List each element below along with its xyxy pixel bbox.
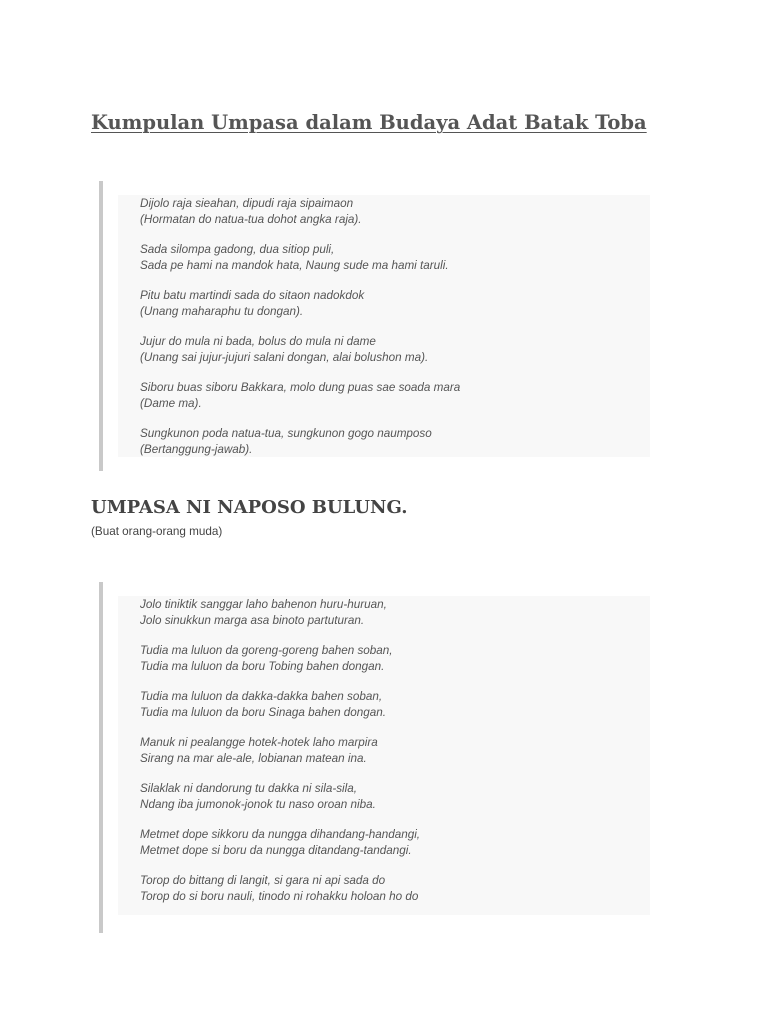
verse-line: (Unang maharaphu tu dongan).	[140, 304, 304, 318]
umpasa-quote-block	[99, 181, 650, 471]
verse-line: Manuk ni pealangge hotek-hotek laho marpira	[140, 736, 378, 749]
verse	[140, 781, 376, 812]
verse-line: Metmet dope si boru da nungga ditandang-tandangi.	[140, 843, 412, 857]
section-heading: UMPASA NI NAPOSO BULUNG.	[91, 497, 408, 518]
verse	[140, 288, 364, 319]
verse-line: Sirang na mar ale-ale, lobianan matean ina.	[140, 751, 367, 765]
verse-line: Jolo tiniktik sanggar laho bahenon huru-huruan,	[140, 598, 387, 611]
verse	[140, 643, 393, 674]
verse-line: Tudia ma luluon da boru Tobing bahen dongan.	[140, 659, 385, 673]
verse-line: Silaklak ni dandorung tu dakka ni sila-sila,	[140, 782, 357, 795]
verse	[140, 689, 386, 720]
verse-line: Siboru buas siboru Bakkara, molo dung puas sae soada mara	[140, 381, 461, 394]
verse	[140, 380, 460, 411]
verse	[140, 242, 449, 273]
verse-line: Ndang iba jumonok-jonok tu naso oroan niba.	[140, 797, 376, 811]
section-subtitle: (Buat orang-orang muda)	[91, 525, 223, 538]
verse-line: Dijolo raja sieahan, dipudi raja sipaimaon	[140, 197, 354, 210]
verse-line: Torop do si boru nauli, tinodo ni rohakku holoan ho do	[140, 889, 419, 903]
page-title: Kumpulan Umpasa dalam Budaya Adat Batak Toba	[91, 111, 647, 134]
verse-line: (Unang sai jujur-jujuri salani dongan, alai bolushon ma).	[140, 350, 429, 364]
verse-line: Sada pe hami na mandok hata, Naung sude ma hami taruli.	[140, 258, 449, 272]
verse-line: Metmet dope sikkoru da nungga dihandang-handangi,	[140, 828, 421, 841]
quote-left-border	[99, 582, 103, 933]
verse	[140, 426, 432, 457]
verse-line: Pitu batu martindi sada do sitaon nadokdok	[140, 289, 365, 302]
verse-line: Tudia ma luluon da goreng-goreng bahen soban,	[140, 644, 393, 657]
verse-line: (Dame ma).	[140, 396, 202, 410]
verse-line: Jujur do mula ni bada, bolus do mula ni dame	[140, 335, 376, 348]
verse-line: Sungkunon poda natua-tua, sungkunon gogo naumposo	[140, 427, 432, 440]
verse-line: Tudia ma luluon da dakka-dakka bahen soban,	[140, 690, 383, 703]
verse	[140, 873, 418, 904]
verse-line: Jolo sinukkun marga asa binoto partuturan.	[140, 613, 365, 627]
verse	[140, 334, 428, 365]
verse	[140, 597, 387, 628]
verse-line: (Hormatan do natua-tua dohot angka raja).	[140, 212, 362, 226]
verse	[140, 196, 362, 227]
verse-line: Sada silompa gadong, dua sitiop puli,	[140, 243, 335, 256]
verse-line: Torop do bittang di langit, si gara ni api sada do	[140, 874, 386, 887]
verse	[140, 827, 420, 858]
quote-background	[118, 195, 650, 457]
quote-left-border	[99, 181, 103, 471]
verse-line: Tudia ma luluon da boru Sinaga bahen dongan.	[140, 705, 387, 719]
verse-line: (Bertanggung-jawab).	[140, 442, 253, 456]
naposo-quote-block	[99, 582, 650, 933]
verse	[140, 735, 378, 766]
quote-background	[118, 596, 650, 915]
